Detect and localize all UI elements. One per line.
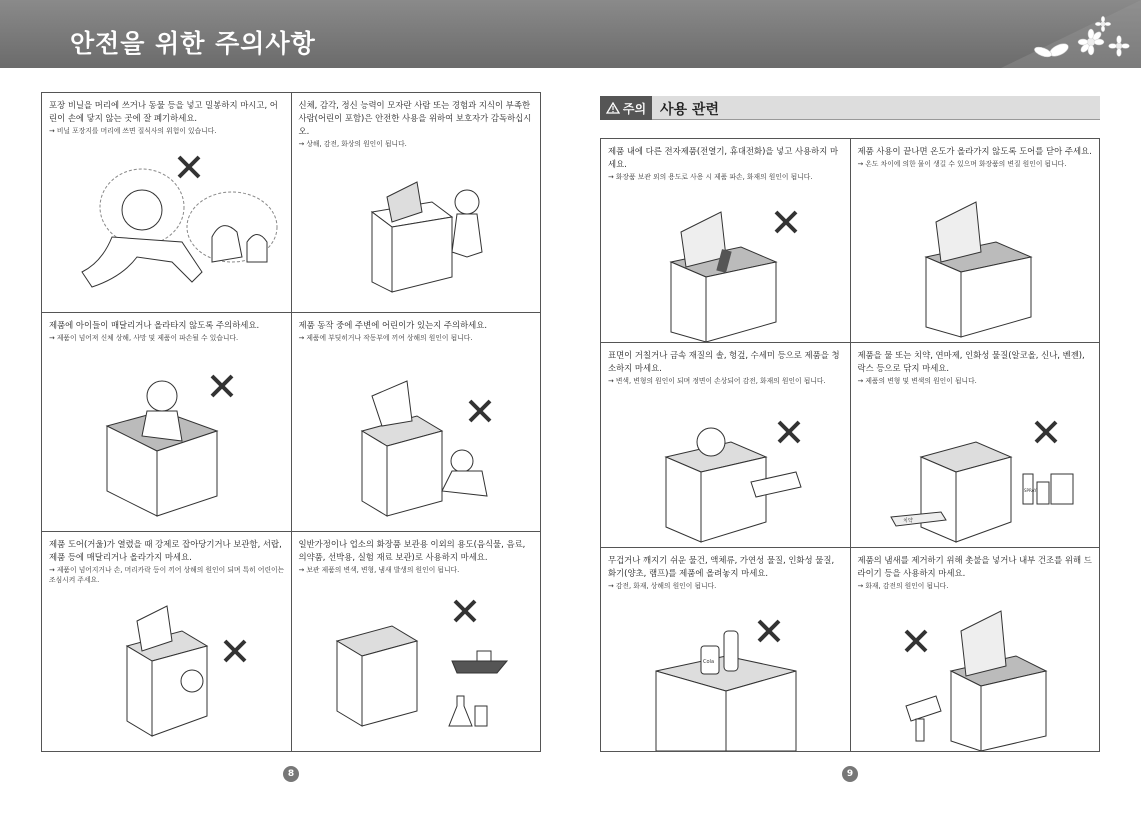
cabinet-phone-illustration (601, 192, 850, 342)
objects-on-cabinet-illustration (601, 601, 850, 751)
right-page-warnings (600, 138, 1100, 752)
warning-note: → 제품이 넘어지거나 손, 머리카락 등이 끼어 상해의 원인이 되며 특히 어린이는 조심시켜 주세요. (49, 566, 285, 585)
child-on-cabinet-illustration (42, 341, 291, 531)
caution-label: 주의 (622, 101, 647, 116)
warning-climbing (42, 313, 291, 532)
scrubbing-cabinet-illustration (601, 402, 850, 547)
warning-candles-dryer (851, 548, 1100, 751)
baby-plastic-bag-illustration (42, 142, 291, 312)
warning-note: → 제품이 넘어져 신체 상해, 사망 및 제품이 파손될 수 있습니다. (49, 333, 239, 342)
warning-text: 신체, 감각, 정신 능력이 모자란 사람 또는 경험과 지식이 부족한 사람(어린이 포함)은 안전한 사용을 위하여 보호자가 감독하십시오. (298, 100, 532, 136)
warning-note: → 화장품 보관 외의 용도로 사용 시 제품 파손, 화재의 원인이 됩니다. (608, 173, 813, 181)
warning-text: 제품에 아이들이 매달리거나 올라타지 않도록 주의하세요. (49, 319, 260, 330)
spray-can-label: SPRAY (1023, 487, 1036, 493)
toothpaste-label: 치약 (902, 517, 913, 524)
warning-text: 표면이 거칠거나 금속 재질의 솔, 헝겊, 수세미 등으로 제품을 청소하지 마세요. (608, 350, 840, 374)
page-title: 안전을 위한 주의사항 (70, 29, 316, 58)
warning-supervision (292, 93, 541, 312)
warning-text: 제품 사용이 끝나면 온도가 올라가지 않도록 도어를 닫아 주세요. (857, 146, 1092, 156)
warning-note: → 비닐 포장지를 머리에 쓰면 질식사의 위험이 있습니다. (49, 127, 217, 135)
page-number-left: 8 (283, 766, 299, 782)
warning-note: → 제품의 변형 및 변색의 원인이 됩니다. (857, 377, 977, 386)
warning-door-hanging (42, 532, 291, 751)
section-title: 사용 관련 (660, 102, 719, 118)
warning-triangle-icon (606, 102, 620, 114)
open-cabinet-illustration (851, 192, 1100, 342)
cola-label: Cola (703, 658, 715, 665)
left-page-warnings (41, 92, 541, 752)
chemicals-cabinet-illustration (851, 402, 1100, 547)
warning-note: → 감전, 화재, 상해의 원인이 됩니다. (608, 581, 717, 590)
warning-text: 일반가정이나 업소의 화장품 보관용 이외의 용도(음식물, 음료, 의약품, 선박용, 실험 재료 보관)로 사용하지 마세요. (298, 539, 526, 563)
door-hanging-illustration (42, 581, 291, 751)
warning-heavy-objects (601, 548, 850, 751)
warning-children-nearby (292, 313, 541, 532)
warning-text: 제품 도어(거울)가 열렸을 때 강제로 잡아당기거나 보관함, 서랍, 제품 등에 매달리거나 올라가지 마세요. (49, 539, 282, 563)
cabinet-child-illustration (292, 142, 541, 312)
warning-chemicals (851, 343, 1100, 546)
page-header (0, 0, 1141, 68)
hair-dryer-cabinet-illustration (851, 601, 1100, 751)
warning-note: → 상해, 감전, 화상의 원인이 됩니다. (298, 140, 407, 148)
warning-close-door (851, 139, 1100, 342)
section-header (600, 96, 1100, 120)
warning-text: 제품 동작 중에 주변에 어린이가 있는지 주의하세요. (298, 319, 488, 330)
warning-cleaning-tools (601, 343, 850, 546)
warning-note: → 변색, 변형의 원인이 되며 정면이 손상되어 감전, 화재의 원인이 됩니다. (608, 377, 826, 386)
warning-note: → 화재, 감전의 원인이 됩니다. (857, 581, 949, 590)
warning-text: 포장 비닐을 머리에 쓰거나 동물 등을 넣고 밀봉하지 마시고, 어린이 손에 닿지 않는 곳에 잘 폐기하세요. (49, 100, 278, 123)
warning-note: → 온도 차이에 의한 물이 생길 수 있으며 화장품의 변질 원인이 됩니다. (857, 160, 1067, 168)
warning-text: 제품의 냄새를 제거하기 위해 촛불을 넣거나 내부 건조를 위해 드라이기 등을 사용하지 마세요. (857, 554, 1092, 578)
warning-plastic-bag (42, 93, 291, 312)
warning-note: → 보관 제품의 변색, 변형, 냄새 발생의 원인이 됩니다. (298, 566, 460, 575)
warning-text: 무겁거나 깨지기 쉬운 물건, 액체류, 가연성 물질, 인화성 물질, 화기(양초, 램프)를 제품에 올려놓지 마세요. (608, 554, 835, 578)
warning-note: → 제품에 부딪히거나 작동부에 끼여 상해의 원인이 됩니다. (298, 333, 473, 342)
cabinet-crawling-baby-illustration (292, 341, 541, 531)
cabinet-ship-lab-illustration (292, 581, 541, 751)
warning-electronics (601, 139, 850, 342)
warning-text: 제품을 물 또는 치약, 연마제, 인화성 물질(알코올, 신나, 벤젠), 락스 등으로 닦지 마세요. (857, 350, 1085, 374)
caution-badge (600, 96, 652, 120)
page-number-right: 9 (842, 766, 858, 782)
flower-decoration-icon (941, 0, 1141, 68)
warning-text: 제품 내에 다른 전자제품(전열기, 휴대전화)을 넣고 사용하지 마세요. (608, 146, 839, 169)
warning-other-uses (292, 532, 541, 751)
